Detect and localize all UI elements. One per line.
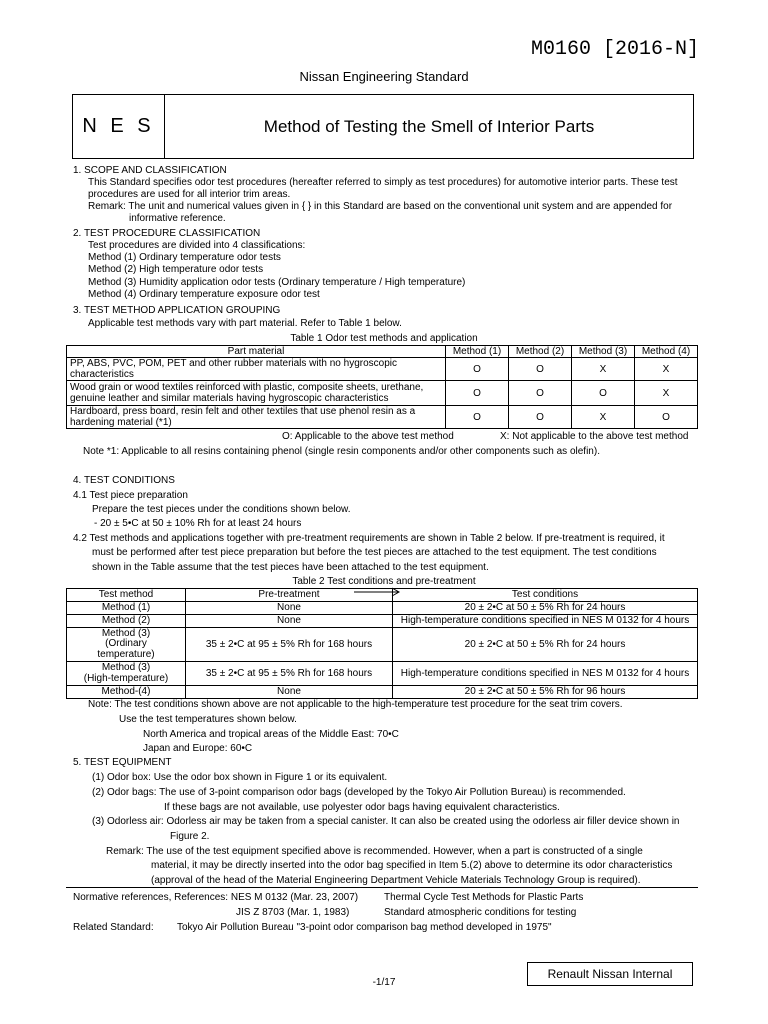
table-2-caption: Table 2 Test conditions and pre-treatment <box>292 576 476 587</box>
section-5-remark-cont: material, it may be directly inserted into the odor bag specified in Item 5.(2) above to determine its odor characteristics <box>151 860 673 871</box>
table-1-header: Method (2) <box>509 346 572 358</box>
normative-reference-desc: Standard atmospheric conditions for testing <box>384 907 577 918</box>
table-1-header: Method (3) <box>572 346 635 358</box>
table-2-note: Note: The test conditions shown above are not applicable to the high-temperature test procedure for the seat trim covers. <box>88 699 623 710</box>
table-1-header: Part material <box>67 346 446 358</box>
document-title: Method of Testing the Smell of Interior Parts <box>263 117 595 136</box>
section-1-paragraph: This Standard specifies odor test procedures (hereafter referred to simply as test procedures) for automotive interior parts. These test <box>88 177 678 188</box>
table-1-cell: X <box>635 381 698 406</box>
table-2-header: Pre-treatment <box>186 589 393 602</box>
table-row <box>67 381 698 406</box>
table-row <box>67 686 698 699</box>
table-1-legend-o: O: Applicable to the above test method <box>282 431 454 442</box>
table-1-cell: O <box>446 381 509 406</box>
table-2-pretreatment: 35 ± 2•C at 95 ± 5% Rh for 168 hours <box>186 628 393 662</box>
table-2-note-temp: Japan and Europe: 60•C <box>143 743 253 754</box>
table-2-pretreatment: 35 ± 2•C at 95 ± 5% Rh for 168 hours <box>186 662 393 686</box>
table-2-note-cont: Use the test temperatures shown below. <box>119 714 297 725</box>
table-2-method: Method (3) (High-temperature) <box>67 662 186 686</box>
section-1-remark-cont: informative reference. <box>129 213 226 224</box>
table-2-header: Test method <box>67 589 186 602</box>
section-4-heading: 4. TEST CONDITIONS <box>73 475 175 486</box>
table-2-method: Method (3) (Ordinary temperature) <box>67 628 186 662</box>
table-1-cell: O <box>572 381 635 406</box>
section-5-item: (1) Odor box: Use the odor box shown in Figure 1 or its equivalent. <box>92 772 388 783</box>
section-2-item: Method (1) Ordinary temperature odor tests <box>88 252 281 263</box>
section-2-item: Method (3) Humidity application odor tests (Ordinary temperature / High temperature) <box>88 277 466 288</box>
section-1-paragraph-cont: procedures are used for all interior trim areas. <box>88 189 291 200</box>
table-2-method: Method-(4) <box>67 686 186 699</box>
section-5-remark: Remark: The use of the test equipment specified above is recommended. However, when a part is constructed of a single <box>106 846 643 857</box>
section-5-remark-cont: (approval of the head of the Material Engineering Department Vehicle Materials Technology Group is required). <box>151 875 641 886</box>
table-2-note-temp: North America and tropical areas of the Middle East: 70•C <box>143 729 399 740</box>
section-4-2-paragraph-cont: must be performed after test piece preparation but before the test pieces are attached to the test equipment. The test conditions <box>92 547 657 558</box>
table-2-pretreatment: None <box>186 615 393 628</box>
divider <box>66 887 698 888</box>
table-2-pretreatment: None <box>186 602 393 615</box>
classification-label: Renault Nissan Internal <box>527 962 693 986</box>
section-1-heading: 1. SCOPE AND CLASSIFICATION <box>73 165 227 176</box>
section-2-item: Method (2) High temperature odor tests <box>88 264 264 275</box>
normative-reference-desc: Thermal Cycle Test Methods for Plastic Parts <box>384 892 584 903</box>
table-1-cell: X <box>572 358 635 381</box>
table-1-legend-x: X: Not applicable to the above test method <box>500 431 689 442</box>
related-standard: Tokyo Air Pollution Bureau "3-point odor comparison bag method developed in 1975" <box>177 922 552 933</box>
section-4-2-paragraph: 4.2 Test methods and applications together with pre-treatment requirements are shown in Table 2 below. If pre-treatment is required, it <box>73 533 665 544</box>
table-1-material: PP, ABS, PVC, POM, PET and other rubber materials with no hygroscopic characteristics <box>67 358 446 381</box>
section-2-item: Method (4) Ordinary temperature exposure odor test <box>88 289 320 300</box>
section-5-item: (2) Odor bags: The use of 3-point comparison odor bags (developed by the Tokyo Air Pollution Bureau) is recommended. <box>92 787 626 798</box>
table-2-conditions: High-temperature conditions specified in NES M 0132 for 4 hours <box>393 615 698 628</box>
section-2-intro: Test procedures are divided into 4 classifications: <box>88 240 306 251</box>
table-1-cell: O <box>446 358 509 381</box>
section-4-1-heading: 4.1 Test piece preparation <box>73 490 188 501</box>
table-1-header: Method (1) <box>446 346 509 358</box>
table-1-cell: X <box>635 358 698 381</box>
table-1-cell: O <box>509 406 572 429</box>
section-5-item-cont: Figure 2. <box>170 831 210 842</box>
table-1-cell: X <box>572 406 635 429</box>
table-2-conditions: High-temperature conditions specified in NES M 0132 for 4 hours <box>393 662 698 686</box>
section-5-heading: 5. TEST EQUIPMENT <box>73 757 172 768</box>
table-2-conditions: 20 ± 2•C at 50 ± 5% Rh for 24 hours <box>393 602 698 615</box>
table-row <box>67 358 698 381</box>
section-5-item-cont: If these bags are not available, use polyester odor bags having equivalent characteristics. <box>164 802 560 813</box>
table-1-material: Wood grain or wood textiles reinforced with plastic, composite sheets, urethane, genuine leather and similar materials having hygroscopic characteristics <box>67 381 446 406</box>
table-2-conditions: 20 ± 2•C at 50 ± 5% Rh for 96 hours <box>393 686 698 699</box>
table-1-cell: O <box>509 381 572 406</box>
section-2-heading: 2. TEST PROCEDURE CLASSIFICATION <box>73 228 261 239</box>
section-3-intro: Applicable test methods vary with part material. Refer to Table 1 below. <box>88 318 402 329</box>
section-3-heading: 3. TEST METHOD APPLICATION GROUPING <box>73 305 281 316</box>
table-row <box>67 615 698 628</box>
table-row <box>67 628 698 662</box>
nes-label: N E S <box>73 95 165 158</box>
related-standard-label: Related Standard: <box>73 922 154 933</box>
organization-title: Nissan Engineering Standard <box>299 69 469 84</box>
page-number: -1/17 <box>372 977 396 988</box>
table-1-caption: Table 1 Odor test methods and application <box>290 333 478 344</box>
table-row <box>67 662 698 686</box>
table-1-cell: O <box>446 406 509 429</box>
section-5-item: (3) Odorless air: Odorless air may be taken from a special canister. It can also be created using the odorless air filler device shown in <box>92 816 680 827</box>
normative-references: Normative references, References: NES M 0132 (Mar. 23, 2007) <box>73 892 359 903</box>
table-2 <box>66 588 698 699</box>
table-2-conditions: 20 ± 2•C at 50 ± 5% Rh for 24 hours <box>393 628 698 662</box>
table-1-header: Method (4) <box>635 346 698 358</box>
table-1-note: Note *1: Applicable to all resins containing phenol (single resin components and/or other components such as olefin). <box>83 446 600 457</box>
table-row <box>67 602 698 615</box>
table-1 <box>66 345 698 429</box>
table-row <box>67 406 698 429</box>
normative-reference: JIS Z 8703 (Mar. 1, 1983) <box>236 907 350 918</box>
table-1-cell: O <box>635 406 698 429</box>
table-1-material: Hardboard, press board, resin felt and other textiles that use phenol resin as a hardening material (*1) <box>67 406 446 429</box>
table-1-cell: O <box>509 358 572 381</box>
table-2-method: Method (1) <box>67 602 186 615</box>
title-box <box>72 94 694 159</box>
table-2-method: Method (2) <box>67 615 186 628</box>
section-4-1-paragraph: Prepare the test pieces under the conditions shown below. <box>92 504 351 515</box>
section-4-1-condition: - 20 ± 5•C at 50 ± 10% Rh for at least 24 hours <box>94 518 302 529</box>
document-id: M0160 [2016-N] <box>531 38 700 61</box>
table-2-header: Test conditions <box>393 589 698 602</box>
section-1-remark: Remark: The unit and numerical values given in { } in this Standard are based on the conventional unit system and are appended for <box>88 201 673 212</box>
section-4-2-paragraph-cont: shown in the Table assume that the test pieces have been attached to the test equipment. <box>92 562 489 573</box>
table-2-pretreatment: None <box>186 686 393 699</box>
